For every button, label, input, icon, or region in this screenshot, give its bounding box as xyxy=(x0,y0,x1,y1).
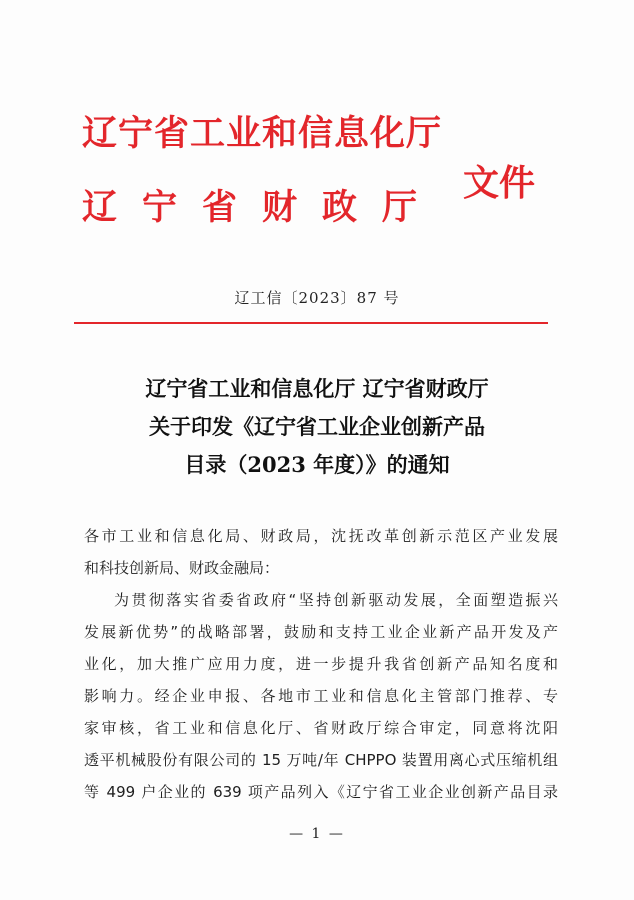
paragraph-line: 透平机械股份有限公司的 15 万吨/年 CHPPO 装置用离心式压缩机组 xyxy=(84,751,558,769)
document-body xyxy=(84,520,558,808)
paragraph-line: 发展新优势”的战略部署，鼓励和支持工业企业新产品开发及产 xyxy=(84,623,558,641)
paragraph-line: 家审核，省工业和信息化厅、省财政厅综合审定，同意将沈阳 xyxy=(84,719,558,737)
document-suffix: 文件 xyxy=(463,163,536,204)
title-line-1: 辽宁省工业和信息化厅 辽宁省财政厅 xyxy=(145,376,489,401)
paragraph-line: 等 499 户企业的 639 项产品列入《辽宁省工业企业创新产品目录 xyxy=(84,783,558,801)
issuer-line-1: 辽宁省工业和信息化厅 xyxy=(82,114,443,154)
document-title xyxy=(0,370,634,484)
paragraph-line: 影响力。经企业申报、各地市工业和信息化主管部门推荐、专 xyxy=(84,687,558,705)
page-number: — 1 — xyxy=(289,826,345,842)
title-line-2: 关于印发《辽宁省工业企业创新产品 xyxy=(149,414,485,439)
document-number: 辽工信〔2023〕87 号 xyxy=(234,289,400,307)
salutation-line-2: 和科技创新局、财政金融局： xyxy=(84,559,280,577)
issuer-line-2: 辽宁省财政厅 xyxy=(82,188,443,228)
paragraph-line: 为贯彻落实省委省政府“坚持创新驱动发展，全面塑造振兴 xyxy=(114,591,558,609)
red-divider xyxy=(74,322,548,324)
title-line-3: 目录（2023 年度）》的通知 xyxy=(184,452,450,477)
salutation-line-1: 各市工业和信息化局、财政局，沈抚改革创新示范区产业发展 xyxy=(84,527,558,545)
paragraph-line: 业化，加大推广应用力度，进一步提升我省创新产品知名度和 xyxy=(84,655,558,673)
